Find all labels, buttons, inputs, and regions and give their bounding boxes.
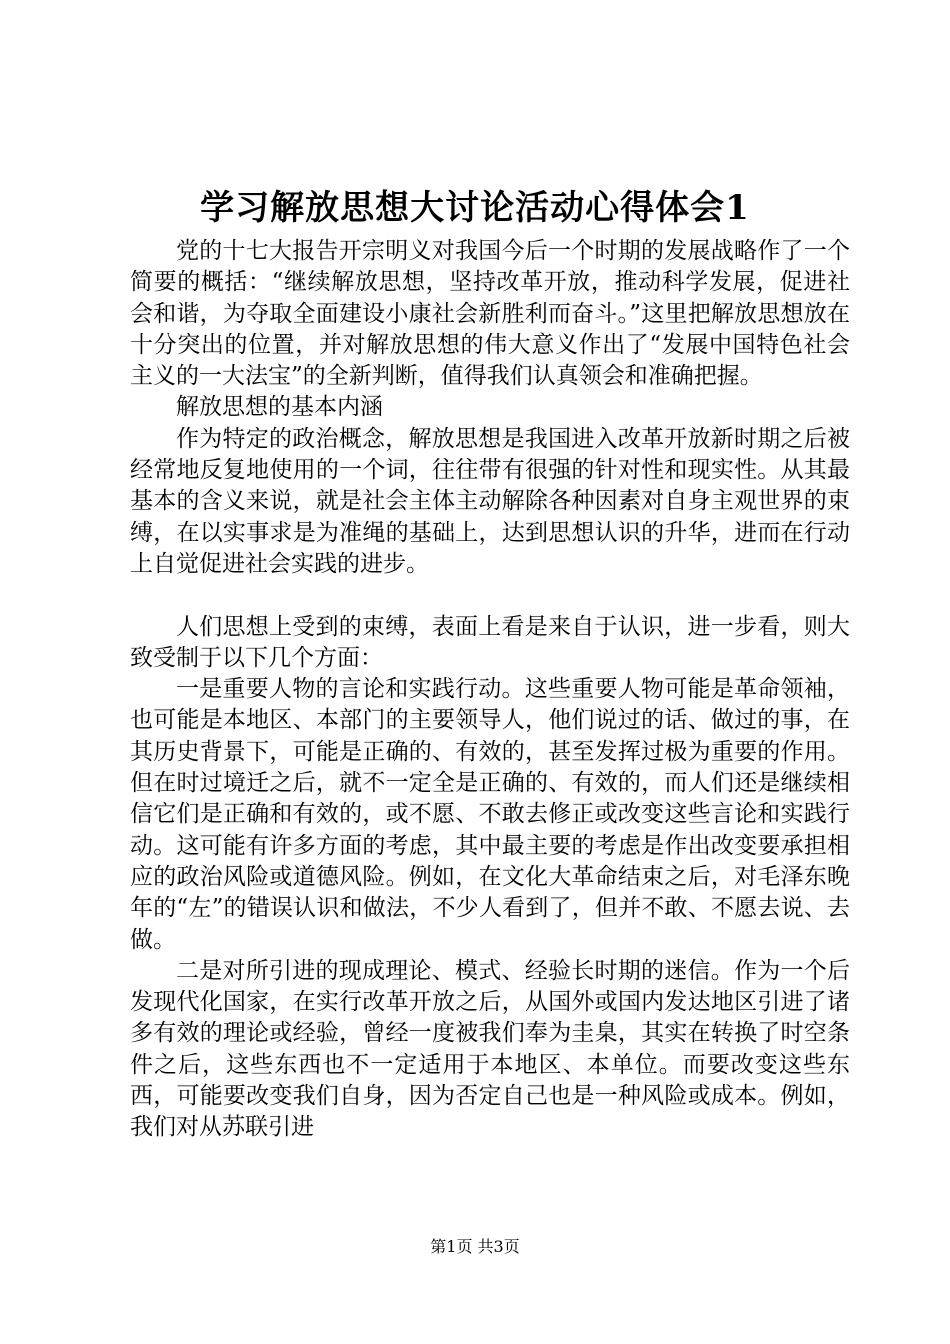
- paragraph-spacer: [130, 580, 850, 611]
- paragraph-definition: 作为特定的政治概念，解放思想是我国进入改革开放新时期之后被经常地反复地使用的一个词，往往带有很强的针对性和现实性。从其最基本的含义来说，就是社会主体主动解除各种因素对自身主观世界的束缚，在以实事求是为准绳的基础上，达到思想认识的升华，进而在行动上自觉促进社会实践的进步。: [130, 425, 850, 577]
- document-title: 学习解放思想大讨论活动心得体会1: [200, 188, 750, 228]
- paragraph-point-two: 二是对所引进的现成理论、模式、经验长时期的迷信。作为一个后发现代化国家，在实行改革开放之后，从国外或国内发达地区引进了诸多有效的理论或经验，曾经一度被我们奉为圭臬，其实在转换了时空条件之后，这些东西也不一定适用于本地区、本单位。而要改变这些东西，可能要改变我们自身，因为否定自己也是一种风险或成本。例如，我们对从苏联引进: [130, 957, 850, 1141]
- document-body: [130, 236, 850, 1144]
- paragraph-intro: 党的十七大报告开宗明义对我国今后一个时期的发展战略作了一个简要的概括：“继续解放思想，坚持改革开放，推动科学发展，促进社会和谐，为夺取全面建设小康社会新胜利而奋斗。”这里把解放思想放在十分突出的位置，并对解放思想的伟大意义作出了“发展中国特色社会主义的一大法宝”的全新判断，值得我们认真领会和准确把握。: [130, 238, 850, 390]
- paragraph-constraints: 人们思想上受到的束缚，表面上看是来自于认识，进一步看，则大致受制于以下几个方面：: [130, 613, 850, 671]
- page-footer: 第1页 共3页: [430, 1237, 520, 1256]
- section-heading: 解放思想的基本内涵: [176, 394, 383, 421]
- paragraph-point-one: 一是重要人物的言论和实践行动。这些重要人物可能是革命领袖，也可能是本地区、本部门的主要领导人，他们说过的话、做过的事，在其历史背景下，可能是正确的、有效的，甚至发挥过极为重要的作用。但在时过境迁之后，就不一定全是正确的、有效的，而人们还是继续相信它们是正确和有效的，或不愿、不敢去修正或改变这些言论和实践行动。这可能有许多方面的考虑，其中最主要的考虑是作出改变要承担相应的政治风险或道德风险。例如，在文化大革命结束之后，对毛泽东晚年的“左”的错误认识和做法，不少人看到了，但并不敢、不愿去说、去做。: [130, 676, 850, 953]
